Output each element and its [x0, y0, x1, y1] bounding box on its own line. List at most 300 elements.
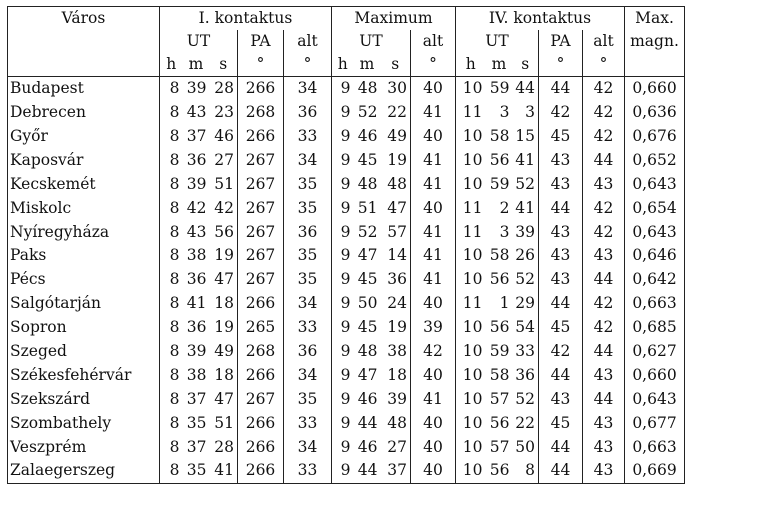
first-contact-pa: 266 [238, 77, 284, 101]
first-contact-alt: 35 [284, 196, 332, 220]
first-contact-alt: 35 [284, 173, 332, 197]
first-contact-minute: 36 [186, 270, 207, 289]
max-magnitude: 0,660 [632, 365, 677, 384]
fourth-contact-pa: 44 [539, 435, 583, 459]
city-name: Paks [8, 244, 160, 268]
max-magnitude: 0,642 [632, 270, 677, 289]
header-deg-pa-4: ° [539, 53, 583, 77]
first-contact-second: 18 [214, 365, 234, 384]
first-contact-alt: 33 [284, 316, 332, 340]
first-contact-minute: 35 [186, 413, 207, 432]
maximum-minute: 52 [357, 103, 378, 122]
first-contact-minute: 42 [186, 198, 207, 217]
table-row [8, 411, 685, 435]
fourth-contact-pa: 43 [539, 244, 583, 268]
fourth-contact-pa: 44 [539, 459, 583, 483]
table-row [8, 173, 685, 197]
first-contact-hour: 8 [169, 318, 180, 337]
fourth-contact-pa: 44 [539, 196, 583, 220]
first-contact-alt: 34 [284, 364, 332, 388]
fourth-contact-pa: 43 [539, 149, 583, 173]
city-name: Kecskemét [8, 173, 160, 197]
first-contact-hour: 8 [169, 174, 180, 193]
max-magnitude: 0,685 [632, 318, 677, 337]
maximum-minute: 44 [357, 461, 378, 480]
maximum-hour: 9 [340, 294, 351, 313]
fourth-contact-alt: 42 [583, 292, 625, 316]
first-contact-minute: 38 [186, 365, 207, 384]
maximum-minute: 45 [357, 318, 378, 337]
header-h-4: h [456, 53, 486, 77]
fourth-contact-hour: 11 [462, 198, 483, 217]
first-contact-alt: 35 [284, 268, 332, 292]
maximum-hour: 9 [340, 198, 351, 217]
fourth-contact-minute: 58 [489, 126, 510, 145]
maximum-second: 19 [387, 318, 407, 337]
fourth-contact-hour: 10 [462, 270, 483, 289]
header-alt-4: alt [583, 30, 625, 53]
city-name: Zalaegerszeg [8, 459, 160, 483]
first-contact-minute: 37 [186, 437, 207, 456]
first-contact-alt: 33 [284, 125, 332, 149]
maximum-second: 39 [387, 389, 407, 408]
city-name: Sopron [8, 316, 160, 340]
city-name: Veszprém [8, 435, 160, 459]
first-contact-alt: 36 [284, 220, 332, 244]
fourth-contact-hour: 10 [462, 318, 483, 337]
maximum-alt: 41 [411, 268, 456, 292]
first-contact-hour: 8 [169, 365, 180, 384]
first-contact-hour: 8 [169, 150, 180, 169]
first-contact-minute: 43 [186, 103, 207, 122]
first-contact-alt: 35 [284, 244, 332, 268]
maximum-second: 18 [387, 365, 407, 384]
header-m-1: m [183, 53, 210, 77]
header-row-3 [8, 53, 685, 77]
max-magnitude: 0,676 [632, 126, 677, 145]
first-contact-second: 27 [214, 150, 234, 169]
fourth-contact-hour: 10 [462, 437, 483, 456]
header-row-2 [8, 30, 685, 53]
header-first-contact: I. kontaktus [160, 7, 332, 31]
maximum-alt: 40 [411, 364, 456, 388]
first-contact-hour: 8 [169, 413, 180, 432]
header-h-max: h [332, 53, 354, 77]
fourth-contact-second: 41 [515, 150, 535, 169]
fourth-contact-minute: 58 [489, 365, 510, 384]
maximum-hour: 9 [340, 246, 351, 265]
first-contact-pa: 268 [238, 101, 284, 125]
fourth-contact-alt: 42 [583, 316, 625, 340]
maximum-hour: 9 [340, 270, 351, 289]
first-contact-second: 47 [214, 270, 234, 289]
maximum-second: 49 [387, 126, 407, 145]
first-contact-hour: 8 [169, 79, 180, 98]
first-contact-alt: 34 [284, 77, 332, 101]
fourth-contact-alt: 42 [583, 125, 625, 149]
maximum-minute: 52 [357, 222, 378, 241]
maximum-minute: 46 [357, 437, 378, 456]
first-contact-hour: 8 [169, 222, 180, 241]
maximum-minute: 47 [357, 365, 378, 384]
fourth-contact-minute: 2 [499, 198, 510, 217]
fourth-contact-minute: 56 [489, 413, 510, 432]
first-contact-hour: 8 [169, 246, 180, 265]
table-row [8, 364, 685, 388]
first-contact-second: 28 [214, 79, 234, 98]
fourth-contact-alt: 43 [583, 459, 625, 483]
table-body [8, 77, 685, 484]
fourth-contact-alt: 43 [583, 435, 625, 459]
fourth-contact-hour: 10 [462, 150, 483, 169]
fourth-contact-pa: 42 [539, 101, 583, 125]
maximum-hour: 9 [340, 79, 351, 98]
fourth-contact-alt: 42 [583, 220, 625, 244]
first-contact-hour: 8 [169, 461, 180, 480]
maximum-hour: 9 [340, 365, 351, 384]
max-magnitude: 0,627 [632, 341, 677, 360]
maximum-alt: 40 [411, 292, 456, 316]
fourth-contact-hour: 10 [462, 389, 483, 408]
first-contact-alt: 34 [284, 292, 332, 316]
fourth-contact-pa: 42 [539, 340, 583, 364]
fourth-contact-pa: 44 [539, 292, 583, 316]
fourth-contact-hour: 10 [462, 413, 483, 432]
maximum-alt: 42 [411, 340, 456, 364]
first-contact-second: 42 [214, 198, 234, 217]
first-contact-pa: 267 [238, 173, 284, 197]
fourth-contact-pa: 45 [539, 125, 583, 149]
first-contact-second: 41 [214, 461, 234, 480]
fourth-contact-second: 52 [515, 270, 535, 289]
fourth-contact-alt: 43 [583, 244, 625, 268]
max-magnitude: 0,643 [632, 389, 677, 408]
first-contact-minute: 37 [186, 126, 207, 145]
maximum-minute: 46 [357, 126, 378, 145]
header-ut-1: UT [186, 31, 211, 50]
first-contact-hour: 8 [169, 270, 180, 289]
header-maximum: Maximum [332, 7, 456, 31]
fourth-contact-minute: 56 [489, 461, 510, 480]
maximum-second: 30 [387, 79, 407, 98]
table-row [8, 244, 685, 268]
first-contact-alt: 35 [284, 388, 332, 412]
first-contact-second: 51 [214, 413, 234, 432]
maximum-second: 57 [387, 222, 407, 241]
fourth-contact-pa: 43 [539, 173, 583, 197]
fourth-contact-pa: 43 [539, 268, 583, 292]
fourth-contact-pa: 43 [539, 220, 583, 244]
maximum-minute: 46 [357, 389, 378, 408]
header-city: Város [8, 7, 160, 31]
first-contact-hour: 8 [169, 437, 180, 456]
fourth-contact-minute: 1 [499, 294, 510, 313]
fourth-contact-hour: 10 [462, 246, 483, 265]
first-contact-minute: 39 [186, 341, 207, 360]
header-max-magnitude-line2: magn. [630, 31, 679, 50]
max-magnitude: 0,643 [632, 222, 677, 241]
header-deg-alt-max: ° [411, 53, 456, 77]
maximum-second: 48 [387, 413, 407, 432]
fourth-contact-alt: 44 [583, 340, 625, 364]
maximum-minute: 51 [357, 198, 378, 217]
first-contact-pa: 267 [238, 268, 284, 292]
city-name: Kaposvár [8, 149, 160, 173]
fourth-contact-minute: 59 [489, 174, 510, 193]
maximum-minute: 48 [357, 79, 378, 98]
city-name: Miskolc [8, 196, 160, 220]
maximum-second: 14 [387, 246, 407, 265]
maximum-alt: 41 [411, 173, 456, 197]
fourth-contact-second: 15 [515, 126, 535, 145]
fourth-contact-alt: 42 [583, 77, 625, 101]
fourth-contact-alt: 42 [583, 101, 625, 125]
maximum-hour: 9 [340, 222, 351, 241]
table-row [8, 435, 685, 459]
table-row [8, 292, 685, 316]
maximum-second: 27 [387, 437, 407, 456]
fourth-contact-minute: 58 [489, 246, 510, 265]
first-contact-pa: 265 [238, 316, 284, 340]
fourth-contact-alt: 44 [583, 268, 625, 292]
fourth-contact-alt: 43 [583, 173, 625, 197]
maximum-alt: 40 [411, 77, 456, 101]
fourth-contact-minute: 56 [489, 150, 510, 169]
header-row-1 [8, 7, 685, 31]
max-magnitude: 0,643 [632, 174, 677, 193]
fourth-contact-pa: 45 [539, 316, 583, 340]
first-contact-hour: 8 [169, 389, 180, 408]
first-contact-pa: 267 [238, 196, 284, 220]
fourth-contact-second: 44 [515, 79, 535, 98]
fourth-contact-hour: 11 [462, 294, 483, 313]
max-magnitude: 0,677 [632, 413, 677, 432]
maximum-alt: 39 [411, 316, 456, 340]
header-pa-4: PA [539, 30, 583, 53]
maximum-alt: 41 [411, 244, 456, 268]
maximum-alt: 41 [411, 220, 456, 244]
fourth-contact-second: 39 [515, 222, 535, 241]
first-contact-minute: 39 [186, 174, 207, 193]
first-contact-pa: 268 [238, 340, 284, 364]
fourth-contact-hour: 10 [462, 341, 483, 360]
fourth-contact-hour: 10 [462, 461, 483, 480]
fourth-contact-second: 22 [515, 413, 535, 432]
table-row [8, 196, 685, 220]
fourth-contact-hour: 10 [462, 126, 483, 145]
table-row [8, 459, 685, 483]
fourth-contact-second: 36 [515, 365, 535, 384]
header-m-4: m [486, 53, 513, 77]
fourth-contact-second: 50 [515, 437, 535, 456]
first-contact-second: 19 [214, 318, 234, 337]
first-contact-alt: 36 [284, 101, 332, 125]
table-row [8, 268, 685, 292]
first-contact-second: 47 [214, 389, 234, 408]
maximum-alt: 40 [411, 435, 456, 459]
fourth-contact-hour: 11 [462, 222, 483, 241]
city-name: Szekszárd [8, 388, 160, 412]
max-magnitude: 0,669 [632, 461, 677, 480]
first-contact-second: 56 [214, 222, 234, 241]
fourth-contact-hour: 11 [462, 103, 483, 122]
first-contact-hour: 8 [169, 103, 180, 122]
first-contact-pa: 267 [238, 244, 284, 268]
header-fourth-contact: IV. kontaktus [456, 7, 625, 31]
fourth-contact-alt: 44 [583, 388, 625, 412]
header-s-4: s [513, 53, 539, 77]
fourth-contact-minute: 3 [499, 222, 510, 241]
first-contact-second: 28 [214, 437, 234, 456]
first-contact-pa: 267 [238, 220, 284, 244]
maximum-hour: 9 [340, 150, 351, 169]
max-magnitude: 0,660 [632, 79, 677, 98]
first-contact-hour: 8 [169, 198, 180, 217]
maximum-second: 36 [387, 270, 407, 289]
maximum-hour: 9 [340, 461, 351, 480]
maximum-minute: 48 [357, 341, 378, 360]
maximum-second: 37 [387, 461, 407, 480]
fourth-contact-second: 52 [515, 174, 535, 193]
city-name: Székesfehérvár [8, 364, 160, 388]
header-m-max: m [354, 53, 381, 77]
header-ut-4: UT [485, 31, 509, 50]
max-magnitude: 0,636 [632, 103, 677, 122]
table-row [8, 101, 685, 125]
maximum-minute: 48 [357, 174, 378, 193]
fourth-contact-pa: 44 [539, 364, 583, 388]
fourth-contact-minute: 56 [489, 270, 510, 289]
first-contact-pa: 266 [238, 411, 284, 435]
fourth-contact-alt: 44 [583, 149, 625, 173]
maximum-hour: 9 [340, 103, 351, 122]
header-s-1: s [210, 53, 238, 77]
maximum-hour: 9 [340, 341, 351, 360]
first-contact-minute: 41 [186, 294, 207, 313]
header-deg-alt-4: ° [583, 53, 625, 77]
first-contact-pa: 266 [238, 292, 284, 316]
maximum-alt: 40 [411, 125, 456, 149]
fourth-contact-minute: 59 [489, 79, 510, 98]
first-contact-pa: 267 [238, 149, 284, 173]
fourth-contact-second: 8 [525, 461, 535, 480]
first-contact-second: 18 [214, 294, 234, 313]
table-container [7, 6, 685, 484]
first-contact-minute: 35 [186, 461, 207, 480]
maximum-hour: 9 [340, 437, 351, 456]
fourth-contact-minute: 57 [489, 389, 510, 408]
header-alt-max: alt [411, 30, 456, 53]
first-contact-pa: 266 [238, 435, 284, 459]
fourth-contact-second: 52 [515, 389, 535, 408]
fourth-contact-minute: 3 [499, 103, 510, 122]
fourth-contact-alt: 42 [583, 196, 625, 220]
first-contact-alt: 34 [284, 435, 332, 459]
maximum-hour: 9 [340, 126, 351, 145]
first-contact-pa: 266 [238, 459, 284, 483]
max-magnitude: 0,663 [632, 294, 677, 313]
maximum-hour: 9 [340, 174, 351, 193]
city-name: Salgótarján [8, 292, 160, 316]
fourth-contact-minute: 59 [489, 341, 510, 360]
max-magnitude: 0,663 [632, 437, 677, 456]
fourth-contact-second: 33 [515, 341, 535, 360]
maximum-hour: 9 [340, 413, 351, 432]
maximum-second: 47 [387, 198, 407, 217]
city-name: Budapest [8, 77, 160, 101]
fourth-contact-second: 54 [515, 318, 535, 337]
fourth-contact-hour: 10 [462, 365, 483, 384]
city-name: Pécs [8, 268, 160, 292]
first-contact-minute: 43 [186, 222, 207, 241]
table-row [8, 340, 685, 364]
first-contact-hour: 8 [169, 341, 180, 360]
maximum-minute: 50 [357, 294, 378, 313]
fourth-contact-second: 29 [515, 294, 535, 313]
max-magnitude: 0,654 [632, 198, 677, 217]
first-contact-second: 23 [214, 103, 234, 122]
first-contact-second: 51 [214, 174, 234, 193]
eclipse-contact-table [7, 6, 685, 484]
city-name: Debrecen [8, 101, 160, 125]
first-contact-second: 19 [214, 246, 234, 265]
maximum-alt: 41 [411, 149, 456, 173]
table-row [8, 149, 685, 173]
first-contact-hour: 8 [169, 126, 180, 145]
city-name: Győr [8, 125, 160, 149]
first-contact-alt: 34 [284, 149, 332, 173]
fourth-contact-pa: 43 [539, 388, 583, 412]
fourth-contact-second: 26 [515, 246, 535, 265]
maximum-alt: 41 [411, 101, 456, 125]
first-contact-pa: 267 [238, 388, 284, 412]
fourth-contact-second: 41 [515, 198, 535, 217]
maximum-alt: 40 [411, 411, 456, 435]
first-contact-minute: 38 [186, 246, 207, 265]
maximum-minute: 44 [357, 413, 378, 432]
first-contact-minute: 39 [186, 79, 207, 98]
fourth-contact-pa: 44 [539, 77, 583, 101]
maximum-alt: 40 [411, 196, 456, 220]
maximum-hour: 9 [340, 318, 351, 337]
first-contact-minute: 36 [186, 150, 207, 169]
header-max-magnitude-line1: Max. [635, 8, 674, 27]
table-row [8, 220, 685, 244]
max-magnitude: 0,652 [632, 150, 677, 169]
fourth-contact-pa: 45 [539, 411, 583, 435]
first-contact-pa: 266 [238, 125, 284, 149]
table-row [8, 388, 685, 412]
header-alt-1: alt [284, 30, 332, 53]
maximum-alt: 40 [411, 459, 456, 483]
fourth-contact-alt: 43 [583, 411, 625, 435]
maximum-second: 24 [387, 294, 407, 313]
fourth-contact-minute: 56 [489, 318, 510, 337]
table-row [8, 77, 685, 101]
maximum-minute: 45 [357, 150, 378, 169]
first-contact-alt: 33 [284, 411, 332, 435]
first-contact-pa: 266 [238, 364, 284, 388]
fourth-contact-hour: 10 [462, 174, 483, 193]
maximum-second: 48 [387, 174, 407, 193]
table-row [8, 316, 685, 340]
maximum-minute: 47 [357, 246, 378, 265]
header-h-1: h [160, 53, 183, 77]
maximum-second: 22 [387, 103, 407, 122]
table-row [8, 125, 685, 149]
first-contact-second: 49 [214, 341, 234, 360]
header-deg-alt-1: ° [284, 53, 332, 77]
